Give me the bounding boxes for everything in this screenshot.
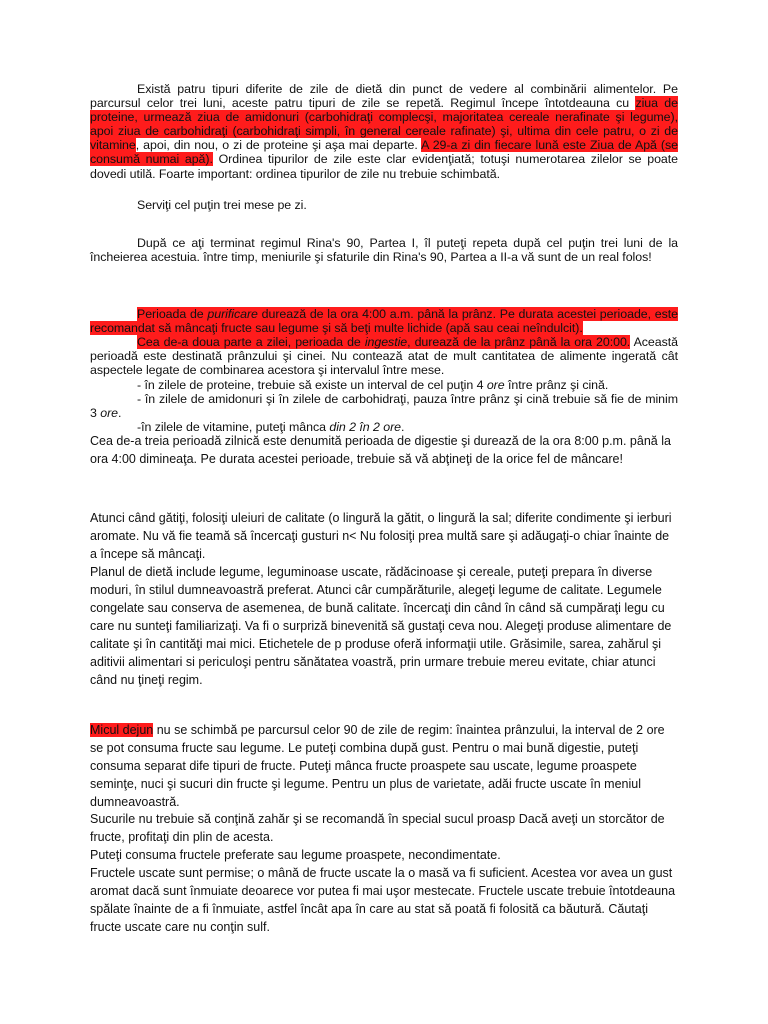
paragraph-breakfast: Micul dejun nu se schimbă pe parcursul celor 90 de zile de regim: înaintea prânzului, la interval de 2 ore se pot consuma fructe sau legume. Le puteţi combina după gust. Pentru o mai bună digestie, puteţi consuma separat dife tipuri de fructe. Puteţi mânca fructe proaspete sau uscate, legume proaspete seminţe, nuci şi sucuri din fructe şi legume. Pentru un plus de varietate, adăi fructe uscate în meniul dumneavoastră.: [90, 723, 665, 809]
paragraph-juices: Sucurile nu trebuie să conţină zahăr şi se recomandă în special sucul proasp Dacă aveţi un storcător de fructe, profitaţi din plin de acesta.: [90, 812, 665, 844]
list-item-protein-days: - în zilele de proteine, trebuie să existe un interval de cel puţin 4 ore între prânz şi cină.: [137, 378, 609, 392]
paragraph-dried-fruits: Fructele uscate sunt permise; o mână de fructe uscate la o masă va fi suficient. Acestea vor avea un gust aromat dacă sunt înmuiate deoarece vor putea fi mai uşor mestecate. Fructele uscate trebuie întotdeauna spălate înainte de a fi înmuiate, astfel încât apa în care au stat să poată fi folosită ca băutură. Căutaţi fructe uscate care nu conţin sulf.: [90, 866, 676, 934]
paragraph-diet-day-types: Există patru tipuri diferite de zile de dietă din punct de vedere al combinării alimentelor. Pe parcursul celor trei luni, aceste patru tipuri de zile se repetă. Regimul începe întotdeauna cu ziua de proteine, urmează ziua de amidonuri (carbohidraţi complecşi, majoritatea cereale nerafinate şi legume), apoi ziua de carbohidraţi (carbohidraţi simpli, în general cereale rafinate) şi, ultima din cele patru, o zi de vitamine, apoi, din nou, o zi de proteine şi aşa mai departe. A 29-a zi din fiecare lună este Ziua de Apă (se consumă numai apă). Ordinea tipurilor de zile este clar evidenţiată; totuşi numerotarea zilelor se poate dovedi utilă. Foarte important: ordinea tipurilor de zile nu trebuie schimbată.: [90, 82, 678, 181]
highlight-water-day: A 29-a zi din fiecare lună este Ziua de Apă (se consumă numai apă).: [90, 138, 678, 167]
list-item-starch-days: - în zilele de amidonuri şi în zilele de carbohidraţi, pauza între prânz şi cină trebuie să fie de minim 3 ore.: [90, 392, 678, 421]
paragraph-three-meals: Serviţi cel puţin trei mese pe zi.: [137, 198, 307, 212]
highlight-breakfast: Micul dejun: [90, 723, 154, 737]
paragraph-repeat-regime: După ce aţi terminat regimul Rina's 90, Partea I, îl puteţi repeta după cel puţin trei luni de la încheierea acestuia. între timp, meniurile şi sfaturile din Rina's 90, Partea a II-a vă sunt de un real folos!: [90, 236, 678, 265]
highlight-purification: Perioada de purificare durează de la ora 4:00 a.m. până la prânz. Pe durata acestei perioade, este recomandat să mâncaţi fructe sau legume şi să beţi multe lichide (apă sau ceai neîndulcit).: [90, 307, 678, 336]
list-item-vitamin-days: -în zilele de vitamine, puteţi mânca din 2 în 2 ore.: [137, 420, 405, 434]
paragraph-digestion: Cea de-a treia perioadă zilnică este denumită perioada de digestie şi durează de la ora 8:00 p.m. până la ora 4:00 dimineaţa. Pe durata acestei perioade, trebuie să vă abţineţi de la orice fel de mâncare!: [90, 434, 671, 466]
paragraph-fresh-produce: Puteţi consuma fructele preferate sau legume proaspete, necondimentate.: [90, 848, 501, 862]
paragraph-purification: [90, 307, 678, 335]
paragraph-cooking-oils: Atunci când gătiţi, folosiţi uleiuri de calitate (o lingură la gătit, o lingură la sal; diferite condimente şi ierburi aromate. Nu vă fie teamă să încercaţi gusturi n< Nu folosiţi prea multă sare şi adăugaţi-o chiar înainte de a începe să mâncaţi.: [90, 511, 672, 561]
paragraph-diet-plan: Planul de dietă include legume, leguminoase uscate, rădăcinoase şi cereale, puteţi prepara în diverse moduri, în stilul dumneavoastră preferat. Atunci câr cumpărăturile, alegeţi legume de calitate. Legumele congelate sau conserva de asemenea, de bună calitate. încercaţi din când în când să cumpăraţi legu cu care nu sunteţi familiarizaţi. Va fi o surpriză binevenită să gustaţi ceva nou. Alegeţi produse alimentare de calitate şi în cantităţi mai mici. Etichetele de p produse oferă informaţii utile. Grăsimile, sarea, zahărul şi aditivii alimentari si periculoşi pentru sănătatea voastră, prin urmare trebuie mereu evitate, chiar atunci când nu ţineţi regim.: [90, 565, 672, 687]
highlight-ingestion: Cea de-a doua parte a zilei, perioada de ingestie, durează de la prânz până la ora 20:00.: [137, 335, 631, 349]
highlight-day-order: ziua de proteine, urmează ziua de amidonuri (carbohidraţi complecşi, majoritatea cereale nerafinate şi legume), apoi ziua de carbohidraţi (carbohidraţi simpli, în general cereale rafinate) şi, ultima din cele patru, o zi de vitamine: [90, 96, 678, 153]
paragraph-ingestion: Cea de-a doua parte a zilei, perioada de ingestie, durează de la prânz până la ora 20:00. Această perioadă este destinată prânzului şi cinei. Nu contează atat de mult cantitatea de alimente ingerată cât aspectele legate de combinarea acestora şi intervalul între mese.: [90, 335, 678, 378]
